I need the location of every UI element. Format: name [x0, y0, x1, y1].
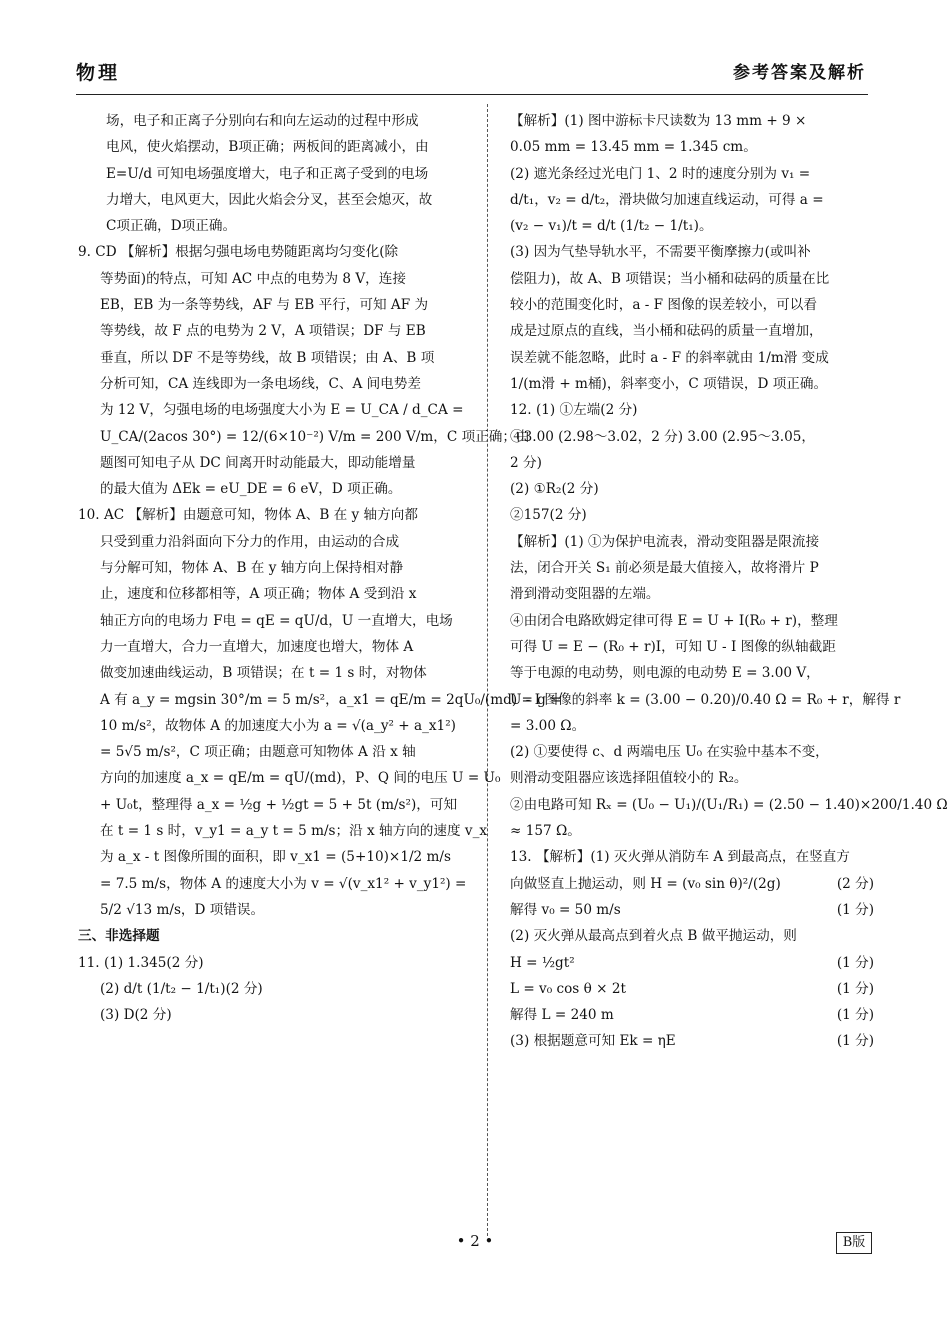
- text-line: [510, 897, 874, 923]
- text-line: 为 a_x - t 图像所围的面积，即 v_x1 = (5+10)×1/2 m/s: [100, 849, 451, 866]
- score-points: (2 分): [836, 875, 874, 892]
- text-line: 分析可知，CA 连线即为一条电场线，C、A 间电势差: [100, 375, 421, 392]
- text-line: 力增大，电风更大，因此火焰会分叉，甚至会熄灭，故: [106, 191, 433, 208]
- text-line-content: 解得 L = 240 m: [510, 1007, 614, 1024]
- text-line: 电风，使火焰摆动，B项正确；两板间的距离减小，由: [106, 139, 429, 156]
- score-points: (1 分): [836, 980, 874, 997]
- text-line: 与分解可知，物体 A、B 在 y 轴方向上保持相对静: [100, 560, 404, 577]
- text-line: 误差就不能忽略，此时 a - F 的斜率就由 1/m滑 变成: [510, 349, 829, 366]
- text-line: 12. (1) ①左端(2 分): [510, 402, 638, 419]
- text-line: U_CA/(2acos 30°) = 12/(6×10⁻²) V/m = 200 V/m，C 项正确；由: [100, 428, 530, 445]
- column-divider: [487, 104, 488, 1236]
- text-line: (2) ①R₂(2 分): [510, 481, 599, 498]
- text-line: (3) 因为气垫导轨水平，不需要平衡摩擦力(或叫补: [510, 244, 811, 261]
- text-line: 轴正方向的电场力 F电 = qE = qU/d，U 一直增大，电场: [100, 612, 453, 629]
- text-line: 成是过原点的直线，当小桶和砝码的质量一直增加，: [510, 323, 823, 340]
- text-line: 在 t = 1 s 时，v_y1 = a_y t = 5 m/s；沿 x 轴方向的速度 v_x: [100, 823, 488, 840]
- text-line: 10 m/s²，故物体 A 的加速度大小为 a = √(a_y² + a_x1²): [100, 717, 456, 734]
- text-line: ④由闭合电路欧姆定律可得 E = U + I(R₀ + r)，整理: [510, 612, 838, 629]
- subject-title: 物理: [76, 62, 121, 84]
- text-line: 10. AC 【解析】由题意可知，物体 A、B 在 y 轴方向都: [78, 507, 418, 524]
- section-heading: 三、非选择题: [78, 928, 160, 945]
- text-line: = 3.00 Ω。: [510, 717, 586, 734]
- score-points: (1 分): [836, 901, 874, 918]
- text-line: d/t₁，v₂ = d/t₂，滑块做匀加速直线运动，可得 a =: [510, 191, 824, 208]
- text-line: 9. CD 【解析】根据匀强电场电势随距离均匀变化(除: [78, 244, 399, 261]
- text-line-content: 解得 v₀ = 50 m/s: [510, 901, 621, 918]
- text-line: C项正确，D项正确。: [106, 218, 237, 235]
- text-line: 法，闭合开关 S₁ 前必须是最大值接入，故将滑片 P: [510, 560, 819, 577]
- text-line: U - I 图像的斜率 k = (3.00 − 0.20)/0.40 Ω = R₀ + r，解得 r: [510, 691, 901, 708]
- text-line: (2) d/t (1/t₂ − 1/t₁)(2 分): [100, 980, 263, 997]
- text-line: = 7.5 m/s，物体 A 的速度大小为 v = √(v_x1² + v_y1²) =: [100, 875, 467, 892]
- text-line: 为 12 V，匀强电场的电场强度大小为 E = U_CA / d_CA =: [100, 402, 464, 419]
- text-line: 的最大值为 ΔEk = eU_DE = 6 eV，D 项正确。: [100, 481, 402, 498]
- text-line: 等势线，故 F 点的电势为 2 V，A 项错误；DF 与 EB: [100, 323, 426, 340]
- text-line: (2) 遮光条经过光电门 1、2 时的速度分别为 v₁ =: [510, 165, 811, 182]
- text-line: 滑到滑动变阻器的左端。: [510, 586, 660, 603]
- text-line: 场，电子和正离子分别向右和向左运动的过程中形成: [106, 113, 419, 129]
- text-line: 垂直，所以 DF 不是等势线，故 B 项错误；由 A、B 项: [100, 349, 435, 366]
- text-line: (v₂ − v₁)/t = d/t (1/t₂ − 1/t₁)。: [510, 218, 713, 235]
- right-column: [510, 108, 948, 1055]
- section-title: 参考答案及解析: [733, 63, 866, 83]
- text-line-content: L = v₀ cos θ × 2t: [510, 980, 626, 997]
- text-line: 13. 【解析】(1) 灭火弹从消防车 A 到最高点，在竖直方: [510, 849, 850, 866]
- score-points: (1 分): [836, 954, 874, 971]
- text-line: 可得 U = E − (R₀ + r)I，可知 U - I 图像的纵轴截距: [510, 638, 836, 655]
- score-points: (1 分): [836, 1007, 874, 1024]
- text-line: 等势面)的特点，可知 AC 中点的电势为 8 V，连接: [100, 270, 406, 287]
- text-line: [510, 1002, 874, 1028]
- version-badge: B版: [836, 1232, 872, 1254]
- text-line: 偿阻力)，故 A、B 项错误；当小桶和砝码的质量在比: [510, 270, 830, 287]
- text-line: ②由电路可知 Rₓ = (U₀ − U₁)/(U₁/R₁) = (2.50 − 1.40)×200/1.40 Ω: [510, 796, 948, 813]
- text-line: 只受到重力沿斜面向下分力的作用，由运动的合成: [100, 533, 400, 550]
- text-line: [510, 976, 874, 1002]
- text-line: EB，EB 为一条等势线，AF 与 EB 平行，可知 AF 为: [100, 297, 429, 314]
- text-line: [510, 1028, 874, 1054]
- text-line: 则滑动变阻器应该选择阻值较小的 R₂。: [510, 770, 748, 787]
- text-line: 做变加速曲线运动，B 项错误；在 t = 1 s 时，对物体: [100, 665, 427, 682]
- text-line: (2) ①要使得 c、d 两端电压 U₀ 在实验中基本不变，: [510, 744, 829, 761]
- text-line-content: (3) 根据题意可知 Ek = ηE: [510, 1033, 676, 1050]
- text-line: 1/(m滑 + m桶)，斜率变小，C 项错误，D 项正确。: [510, 375, 828, 392]
- text-line: 5/2 √13 m/s，D 项错误。: [100, 901, 265, 918]
- text-line: (2) 灭火弹从最高点到着火点 B 做平抛运动，则: [510, 928, 797, 945]
- text-line: 较小的范围变化时，a - F 图像的误差较小，可以看: [510, 297, 817, 314]
- page-number: • 2 •: [456, 1232, 494, 1250]
- text-line: ≈ 157 Ω。: [510, 823, 581, 840]
- text-line: 止，速度和位移都相等，A 项正确；物体 A 受到沿 x: [100, 586, 417, 603]
- text-line: [510, 950, 874, 976]
- text-line: [510, 871, 874, 897]
- text-line: 力一直增大，合力一直增大，加速度也增大，物体 A: [100, 638, 414, 655]
- text-line: ④3.00 (2.98～3.02，2 分) 3.00 (2.95～3.05，: [510, 428, 816, 445]
- text-line: 方向的加速度 a_x = qE/m = qU/(md)，P、Q 间的电压 U = U₀: [100, 770, 501, 787]
- score-points: (1 分): [836, 1033, 874, 1050]
- text-line: + U₀t，整理得 a_x = ½g + ½gt = 5 + 5t (m/s²)，可知: [100, 796, 458, 813]
- text-line: 【解析】(1) 图中游标卡尺读数为 13 mm + 9 ×: [510, 113, 807, 129]
- text-line-content: 向做竖直上抛运动，则 H = (v₀ sin θ)²/(2g): [510, 875, 781, 892]
- text-line: 0.05 mm = 13.45 mm = 1.345 cm。: [510, 139, 757, 156]
- text-line-content: H = ½gt²: [510, 954, 575, 971]
- text-line: 等于电源的电动势，则电源的电动势 E = 3.00 V，: [510, 665, 820, 682]
- text-line: 题图可知电子从 DC 间离开时动能最大，即动能增量: [100, 454, 416, 471]
- text-line: 【解析】(1) ①为保护电流表，滑动变阻器是限流接: [510, 533, 820, 550]
- text-line: (3) D(2 分): [100, 1007, 172, 1024]
- text-line: 11. (1) 1.345(2 分): [78, 954, 204, 971]
- header-divider: [76, 94, 868, 95]
- text-line: A 有 a_y = mgsin 30°/m = 5 m/s²，a_x1 = qE/m = 2qU₀/(md) = g =: [100, 691, 562, 708]
- text-line: = 5√5 m/s²，C 项正确；由题意可知物体 A 沿 x 轴: [100, 744, 416, 761]
- text-line: E=U/d 可知电场强度增大，电子和正离子受到的电场: [106, 165, 429, 182]
- text-line: ②157(2 分): [510, 507, 587, 524]
- text-line: 2 分): [510, 454, 542, 471]
